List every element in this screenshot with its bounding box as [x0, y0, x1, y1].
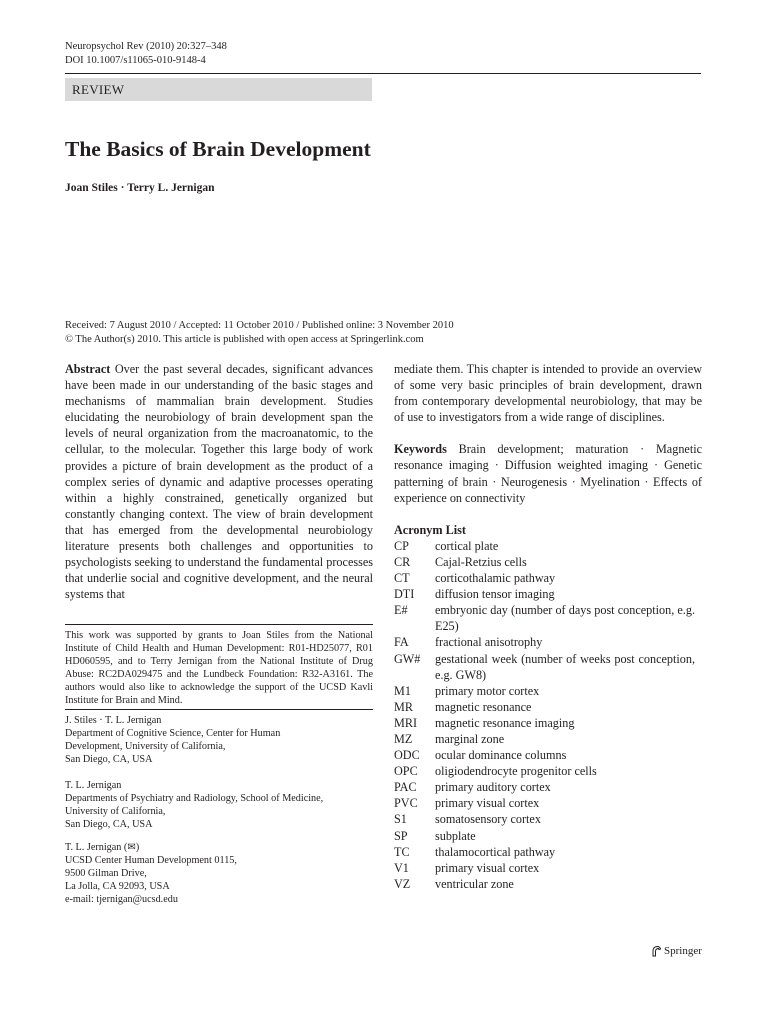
acronym-abbr: M1 [394, 683, 411, 698]
acronym-definition: ocular dominance columns [435, 748, 567, 763]
acronym-row [394, 683, 695, 699]
acronym-row [394, 586, 695, 602]
acronym-definition: gestational week (number of weeks post conception, e.g. GW8) [435, 651, 695, 682]
publisher-name: Springer [664, 945, 702, 957]
affil-line: UCSD Center Human Development 0115, [65, 855, 237, 866]
publisher-logo [651, 944, 702, 958]
acronym-definition: primary motor cortex [435, 683, 540, 698]
header-rule [65, 73, 701, 74]
dates-line: Received: 7 August 2010 / Accepted: 11 October 2010 / Published online: 3 November 2010 [65, 320, 454, 331]
acronym-row [394, 763, 695, 779]
acronym-abbr: FA [394, 635, 409, 650]
affil-line: San Diego, CA, USA [65, 819, 153, 830]
acronym-abbr: GW# [394, 651, 421, 666]
acronym-definition: embryonic day (number of days post conception, e.g. E25) [435, 603, 695, 634]
acronym-definition: oligiodendrocyte progenitor cells [435, 764, 597, 779]
abstract-label: Abstract [65, 362, 111, 376]
acronym-row [394, 651, 695, 683]
abstract-block [65, 361, 373, 602]
springer-horse-icon [651, 945, 662, 957]
acronym-list-label: Acronym List [394, 522, 466, 537]
footnote-rule [65, 624, 373, 625]
acronym-definition: ventricular zone [435, 876, 514, 891]
right-column [394, 361, 702, 892]
affil-line: Development, University of California, [65, 741, 226, 752]
acronym-definition: magnetic resonance [435, 699, 532, 714]
journal-citation: Neuropsychol Rev (2010) 20:327–348 [65, 41, 227, 52]
email-link[interactable]: e-mail: tjernigan@ucsd.edu [65, 894, 178, 905]
acronym-row [394, 844, 695, 860]
affil-line: University of California, [65, 806, 166, 817]
acronym-row [394, 828, 695, 844]
abstract-text: Over the past several decades, significant advances have been made in our understanding of the basic stages and mechanisms of mammalian brain development. Studies elucidating the neurobiology of brain development span the levels of neural organization from the macroanatomic, to the cellular, to the molecular. Together this large body of work provides a picture of brain development as the product of a complex series of dynamic and adaptive processes operating within a highly constrained, genetically organized but constantly changing context. The view of brain development that has emerged from the developmental neurobiology literature presents both challenges and opportunities to psychologists seeking to understand the fundamental processes that underlie social and cognitive development, and the neural systems that [65, 362, 374, 602]
acronym-abbr: MRI [394, 715, 418, 730]
affiliation-2 [65, 779, 373, 831]
affil-line: T. L. Jernigan [65, 780, 122, 791]
acronym-table [394, 538, 695, 892]
acronym-definition: primary auditory cortex [435, 780, 551, 795]
acronym-abbr: V1 [394, 860, 409, 875]
affil-line: T. L. Jernigan (✉) [65, 842, 140, 853]
authors: Joan Stiles · Terry L. Jernigan [65, 182, 215, 194]
acronym-row [394, 779, 695, 795]
acronym-row [394, 538, 695, 554]
acronym-abbr: MR [394, 699, 413, 714]
acronym-abbr: S1 [394, 812, 407, 827]
acronym-abbr: SP [394, 828, 408, 843]
acronym-abbr: ODC [394, 748, 420, 763]
copyright-line: © The Author(s) 2010. This article is published with open access at Springerlink.com [65, 333, 424, 345]
acronym-definition: fractional anisotrophy [435, 635, 543, 650]
affil-line: J. Stiles · T. L. Jernigan [65, 715, 162, 726]
acronym-definition: thalamocortical pathway [435, 844, 556, 859]
acronym-abbr: PVC [394, 796, 418, 811]
article-dates [65, 319, 454, 346]
keywords-text: Brain development; maturation · Magnetic resonance imaging · Diffusion weighted imaging · Genetic patterning of brain · Neurogenesis · Myelination · Effects of experience on connectivity [394, 442, 702, 505]
acronym-row [394, 731, 695, 747]
affil-line: Department of Cognitive Science, Center for Human [65, 728, 281, 739]
acronym-row [394, 715, 695, 731]
acronym-row [394, 554, 695, 570]
acronym-definition: marginal zone [435, 731, 505, 746]
acronym-abbr: CR [394, 554, 411, 569]
acronym-abbr: VZ [394, 876, 411, 891]
keywords-label: Keywords [394, 442, 447, 457]
acronym-definition: primary visual cortex [435, 860, 540, 875]
section-label: REVIEW [65, 78, 372, 101]
affil-line: Departments of Psychiatry and Radiology, School of Medicine, [65, 793, 324, 804]
acronym-row [394, 795, 695, 811]
acronym-abbr: CP [394, 538, 409, 553]
acronym-definition: somatosensory cortex [435, 812, 541, 827]
acronym-row [394, 876, 695, 892]
doi: DOI 10.1007/s11065-010-9148-4 [65, 55, 206, 66]
acronym-abbr: OPC [394, 764, 418, 779]
acronym-definition: diffusion tensor imaging [435, 587, 555, 602]
abstract-continuation: mediate them. This chapter is intended to provide an overview of some very basic principles of brain development, drawn from contemporary developmental neurobiology, that may be of use to investigators from a wide range of disciplines. [394, 362, 702, 425]
acronym-abbr: TC [394, 844, 410, 859]
acronym-row [394, 811, 695, 827]
affiliation-rule [65, 709, 373, 710]
acronym-abbr: E# [394, 603, 408, 618]
acronym-abbr: CT [394, 571, 410, 586]
acronym-row [394, 747, 695, 763]
page-title: The Basics of Brain Development [65, 137, 371, 161]
acronym-definition: cortical plate [435, 538, 499, 553]
affil-line: San Diego, CA, USA [65, 754, 153, 765]
affiliation-1 [65, 714, 373, 766]
acronym-abbr: DTI [394, 587, 415, 602]
acronym-abbr: PAC [394, 780, 417, 795]
acronym-definition: Cajal-Retzius cells [435, 554, 527, 569]
acronym-definition: primary visual cortex [435, 796, 540, 811]
affil-line: La Jolla, CA 92093, USA [65, 881, 170, 892]
acronym-row [394, 570, 695, 586]
acronym-abbr: MZ [394, 731, 413, 746]
affil-line: 9500 Gilman Drive, [65, 868, 147, 879]
acronym-row [394, 860, 695, 876]
acronym-definition: subplate [435, 828, 476, 843]
acronym-definition: corticothalamic pathway [435, 571, 556, 586]
affiliation-3 [65, 841, 373, 906]
acronym-row [394, 602, 695, 634]
acronym-row [394, 699, 695, 715]
acronym-row [394, 634, 695, 650]
funding-footnote: This work was supported by grants to Joan Stiles from the National Institute of Child Health and Human Development: R01-HD25077, R01 HD060595, and to Terry Jernigan from the National Institute of Drug Abuse: RC2DA029475 and the Lundbeck Foundation: R32-A3161. The authors would also like to acknowledge the support of the UCSD Kavli Institute for Brain and Mind. [65, 630, 373, 706]
acronym-definition: magnetic resonance imaging [435, 715, 575, 730]
